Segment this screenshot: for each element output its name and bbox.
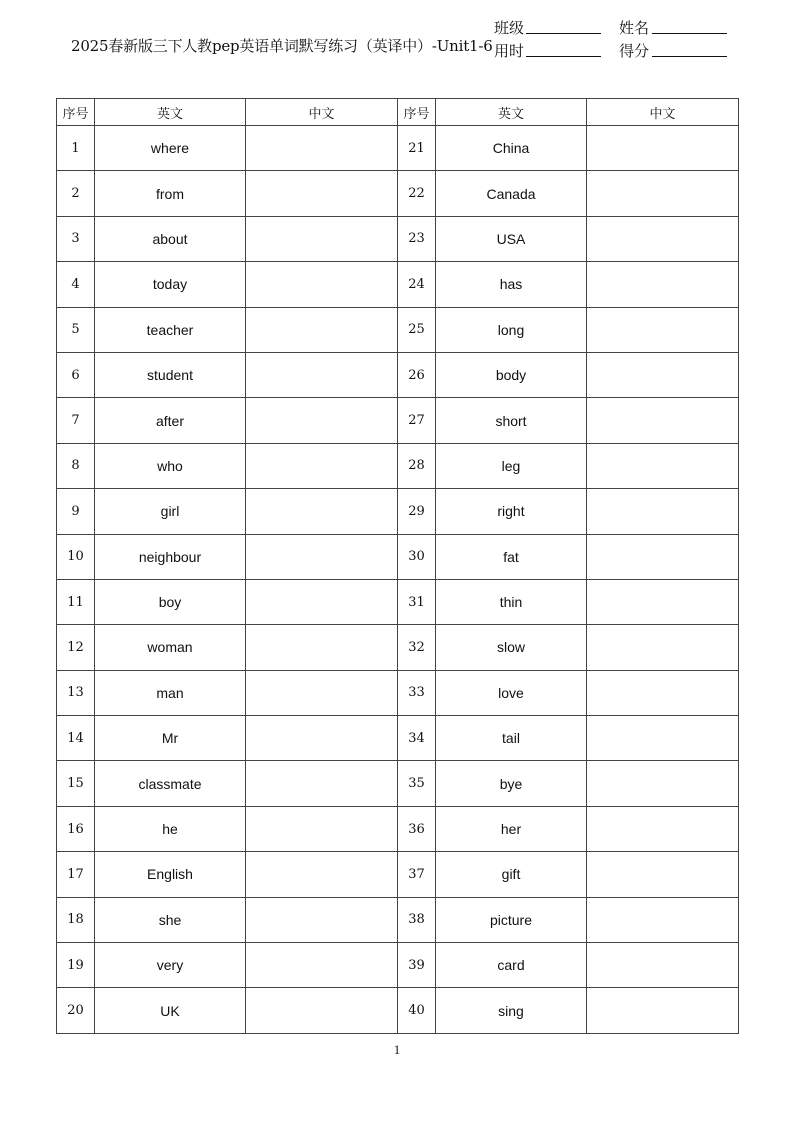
chinese-answer-cell[interactable] <box>246 625 398 670</box>
table-row <box>57 489 739 534</box>
worksheet-title: 2025春新版三下人教pep英语单词默写练习（英译中）-Unit1-6 <box>71 37 493 55</box>
header-chinese: 中文 <box>587 99 739 126</box>
item-number: 40 <box>398 988 436 1033</box>
chinese-answer-cell[interactable] <box>246 761 398 806</box>
chinese-answer-cell[interactable] <box>246 262 398 307</box>
chinese-answer-cell[interactable] <box>587 352 739 397</box>
table-row <box>57 126 739 171</box>
time-label: 用时 <box>494 42 525 60</box>
item-number: 12 <box>57 625 95 670</box>
chinese-answer-cell[interactable] <box>246 398 398 443</box>
chinese-answer-cell[interactable] <box>587 534 739 579</box>
english-word: very <box>95 943 246 988</box>
item-number: 33 <box>398 670 436 715</box>
chinese-answer-cell[interactable] <box>246 216 398 261</box>
header-number: 序号 <box>398 99 436 126</box>
english-word: today <box>95 262 246 307</box>
item-number: 21 <box>398 126 436 171</box>
item-number: 27 <box>398 398 436 443</box>
table-row <box>57 761 739 806</box>
chinese-answer-cell[interactable] <box>587 761 739 806</box>
table-row <box>57 443 739 488</box>
english-word: tail <box>436 716 587 761</box>
english-word: where <box>95 126 246 171</box>
english-word: body <box>436 352 587 397</box>
item-number: 7 <box>57 398 95 443</box>
chinese-answer-cell[interactable] <box>587 852 739 897</box>
chinese-answer-cell[interactable] <box>246 171 398 216</box>
chinese-answer-cell[interactable] <box>587 398 739 443</box>
english-word: love <box>436 670 587 715</box>
item-number: 29 <box>398 489 436 534</box>
chinese-answer-cell[interactable] <box>587 443 739 488</box>
table-row <box>57 579 739 624</box>
item-number: 31 <box>398 579 436 624</box>
english-word: right <box>436 489 587 534</box>
chinese-answer-cell[interactable] <box>246 352 398 397</box>
english-word: leg <box>436 443 587 488</box>
chinese-answer-cell[interactable] <box>246 852 398 897</box>
chinese-answer-cell[interactable] <box>587 126 739 171</box>
chinese-answer-cell[interactable] <box>246 670 398 715</box>
chinese-answer-cell[interactable] <box>587 307 739 352</box>
english-word: classmate <box>95 761 246 806</box>
english-word: woman <box>95 625 246 670</box>
header-english: 英文 <box>95 99 246 126</box>
english-word: her <box>436 806 587 851</box>
english-word: about <box>95 216 246 261</box>
table-row <box>57 670 739 715</box>
table-row <box>57 988 739 1033</box>
english-word: girl <box>95 489 246 534</box>
item-number: 5 <box>57 307 95 352</box>
chinese-answer-cell[interactable] <box>587 716 739 761</box>
class-blank[interactable] <box>526 33 601 34</box>
item-number: 38 <box>398 897 436 942</box>
chinese-answer-cell[interactable] <box>246 897 398 942</box>
english-word: has <box>436 262 587 307</box>
item-number: 34 <box>398 716 436 761</box>
chinese-answer-cell[interactable] <box>587 579 739 624</box>
name-label: 姓名 <box>619 19 650 37</box>
table-row <box>57 625 739 670</box>
english-word: long <box>436 307 587 352</box>
chinese-answer-cell[interactable] <box>246 716 398 761</box>
english-word: China <box>436 126 587 171</box>
english-word: teacher <box>95 307 246 352</box>
english-word: thin <box>436 579 587 624</box>
vocabulary-table <box>56 98 739 1034</box>
english-word: who <box>95 443 246 488</box>
name-blank[interactable] <box>652 33 727 34</box>
table-row <box>57 398 739 443</box>
chinese-answer-cell[interactable] <box>246 489 398 534</box>
english-word: he <box>95 806 246 851</box>
table-header-row <box>57 99 739 126</box>
item-number: 1 <box>57 126 95 171</box>
chinese-answer-cell[interactable] <box>246 988 398 1033</box>
header-english: 英文 <box>436 99 587 126</box>
item-number: 26 <box>398 352 436 397</box>
table-row <box>57 534 739 579</box>
header-number: 序号 <box>57 99 95 126</box>
chinese-answer-cell[interactable] <box>587 216 739 261</box>
item-number: 14 <box>57 716 95 761</box>
item-number: 16 <box>57 806 95 851</box>
english-word: from <box>95 171 246 216</box>
table-row <box>57 307 739 352</box>
item-number: 37 <box>398 852 436 897</box>
english-word: boy <box>95 579 246 624</box>
english-word: USA <box>436 216 587 261</box>
english-word: Mr <box>95 716 246 761</box>
english-word: she <box>95 897 246 942</box>
chinese-answer-cell[interactable] <box>587 988 739 1033</box>
chinese-answer-cell[interactable] <box>587 489 739 534</box>
time-blank[interactable] <box>526 56 601 57</box>
class-label: 班级 <box>494 19 525 37</box>
english-word: card <box>436 943 587 988</box>
table-row <box>57 352 739 397</box>
english-word: neighbour <box>95 534 246 579</box>
item-number: 3 <box>57 216 95 261</box>
item-number: 20 <box>57 988 95 1033</box>
table-row <box>57 171 739 216</box>
chinese-answer-cell[interactable] <box>587 171 739 216</box>
item-number: 18 <box>57 897 95 942</box>
chinese-answer-cell[interactable] <box>587 897 739 942</box>
item-number: 32 <box>398 625 436 670</box>
english-word: bye <box>436 761 587 806</box>
item-number: 6 <box>57 352 95 397</box>
item-number: 23 <box>398 216 436 261</box>
chinese-answer-cell[interactable] <box>587 670 739 715</box>
item-number: 10 <box>57 534 95 579</box>
table-row <box>57 897 739 942</box>
item-number: 8 <box>57 443 95 488</box>
table-row <box>57 943 739 988</box>
table-row <box>57 806 739 851</box>
item-number: 22 <box>398 171 436 216</box>
english-word: slow <box>436 625 587 670</box>
chinese-answer-cell[interactable] <box>246 534 398 579</box>
table-row <box>57 852 739 897</box>
chinese-answer-cell[interactable] <box>246 307 398 352</box>
item-number: 25 <box>398 307 436 352</box>
english-word: fat <box>436 534 587 579</box>
header-chinese: 中文 <box>246 99 398 126</box>
chinese-answer-cell[interactable] <box>246 443 398 488</box>
item-number: 15 <box>57 761 95 806</box>
chinese-answer-cell[interactable] <box>246 579 398 624</box>
chinese-answer-cell[interactable] <box>246 806 398 851</box>
table-row <box>57 216 739 261</box>
page-number: 1 <box>393 1042 401 1057</box>
item-number: 9 <box>57 489 95 534</box>
english-word: sing <box>436 988 587 1033</box>
item-number: 35 <box>398 761 436 806</box>
english-word: man <box>95 670 246 715</box>
score-blank[interactable] <box>652 56 727 57</box>
item-number: 36 <box>398 806 436 851</box>
table-row <box>57 262 739 307</box>
chinese-answer-cell[interactable] <box>587 806 739 851</box>
english-word: English <box>95 852 246 897</box>
english-word: UK <box>95 988 246 1033</box>
item-number: 28 <box>398 443 436 488</box>
english-word: short <box>436 398 587 443</box>
english-word: gift <box>436 852 587 897</box>
chinese-answer-cell[interactable] <box>587 943 739 988</box>
item-number: 2 <box>57 171 95 216</box>
table-row <box>57 716 739 761</box>
english-word: after <box>95 398 246 443</box>
item-number: 4 <box>57 262 95 307</box>
item-number: 13 <box>57 670 95 715</box>
item-number: 30 <box>398 534 436 579</box>
english-word: student <box>95 352 246 397</box>
item-number: 11 <box>57 579 95 624</box>
english-word: picture <box>436 897 587 942</box>
chinese-answer-cell[interactable] <box>587 262 739 307</box>
english-word: Canada <box>436 171 587 216</box>
item-number: 39 <box>398 943 436 988</box>
score-label: 得分 <box>619 42 650 60</box>
chinese-answer-cell[interactable] <box>246 943 398 988</box>
chinese-answer-cell[interactable] <box>246 126 398 171</box>
item-number: 19 <box>57 943 95 988</box>
item-number: 17 <box>57 852 95 897</box>
chinese-answer-cell[interactable] <box>587 625 739 670</box>
item-number: 24 <box>398 262 436 307</box>
